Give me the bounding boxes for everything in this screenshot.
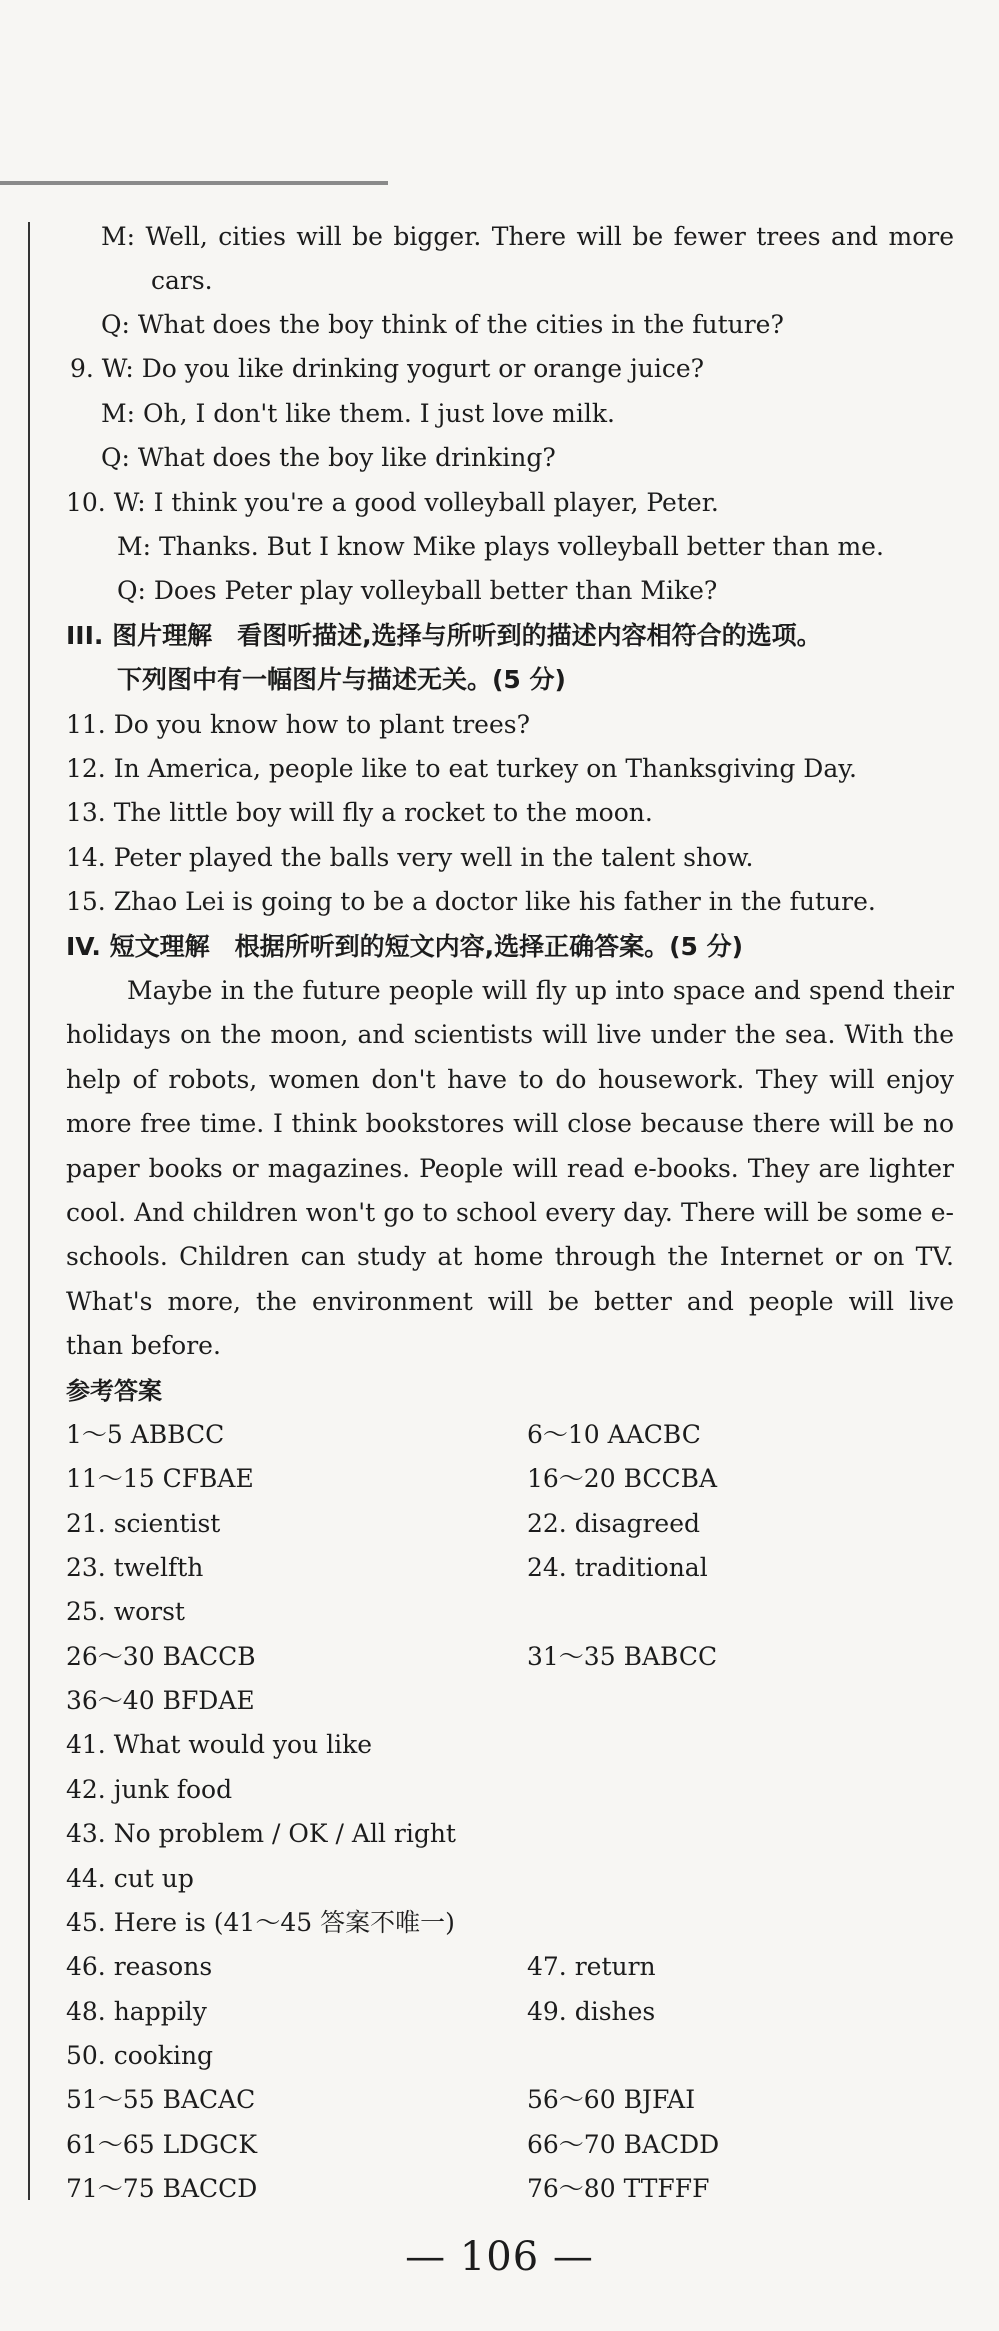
answer-item-left: 1～5 ABBCC [66, 1420, 225, 1449]
passage-line: than before. [66, 1331, 221, 1360]
dialogue-line: Q: What does the boy think of the cities in the future? [101, 310, 784, 339]
answer-item-left: 36～40 BFDAE [66, 1686, 255, 1715]
page-number: — 106 — [405, 2234, 594, 2280]
answer-item-right: 47. return [527, 1952, 656, 1981]
passage-line: cool. And children won't go to school every day. There will be some e- [66, 1198, 954, 1227]
answer-item-right: 16～20 BCCBA [527, 1464, 718, 1493]
answer-item-left: 42. junk food [66, 1775, 233, 1804]
answer-item-right: 76～80 TTFFF [527, 2174, 710, 2203]
answer-item-left: 25. worst [66, 1597, 185, 1626]
dialogue-line: M: Well, cities will be bigger. There will be fewer trees and more [101, 222, 954, 251]
section3-item: 13. The little boy will fly a rocket to the moon. [66, 798, 653, 827]
answer-item-right: 22. disagreed [527, 1509, 700, 1538]
answer-item-left: 71～75 BACCD [66, 2174, 258, 2203]
passage-line: Maybe in the future people will fly up into space and spend their [127, 976, 954, 1005]
answer-item-left: 45. Here is (41～45 答案不唯一) [66, 1908, 455, 1937]
answer-item-left: 43. No problem / OK / All right [66, 1819, 456, 1848]
top-rule [0, 181, 388, 185]
dialogue-line: Q: Does Peter play volleyball better than Mike? [117, 576, 718, 605]
dialogue-line: 9. W: Do you like drinking yogurt or orange juice? [70, 354, 705, 383]
passage-line: more free time. I think bookstores will close because there will be no [66, 1109, 954, 1138]
section3-item: 12. In America, people like to eat turkey on Thanksgiving Day. [66, 754, 857, 783]
answer-item-right: 6～10 AACBC [527, 1420, 701, 1449]
passage-line: paper books or magazines. People will read e-books. They are lighter [66, 1154, 954, 1183]
answer-item-left: 21. scientist [66, 1509, 221, 1538]
passage-line: holidays on the moon, and scientists will live under the sea. With the [66, 1020, 954, 1049]
section3-item: 11. Do you know how to plant trees? [66, 710, 530, 739]
section3-item: 15. Zhao Lei is going to be a doctor like his father in the future. [66, 887, 876, 916]
answer-item-left: 11～15 CFBAE [66, 1464, 254, 1493]
passage-line: What's more, the environment will be better and people will live [66, 1287, 954, 1316]
answer-item-left: 61～65 LDGCK [66, 2130, 257, 2159]
section4-title: IV. 短文理解 根据所听到的短文内容,选择正确答案。(5 分) [66, 932, 744, 961]
answer-item-left: 48. happily [66, 1997, 207, 2026]
answer-item-right: 56～60 BJFAI [527, 2085, 696, 2114]
passage-line: schools. Children can study at home through the Internet or on TV. [66, 1242, 954, 1271]
section3-title: III. 图片理解 看图听描述,选择与所听到的描述内容相符合的选项。 [66, 621, 822, 650]
answer-item-left: 26～30 BACCB [66, 1642, 256, 1671]
answer-item-left: 41. What would you like [66, 1730, 373, 1759]
left-margin-rule [28, 222, 30, 2200]
dialogue-line: M: Oh, I don't like them. I just love milk. [101, 399, 615, 428]
dialogue-line: M: Thanks. But I know Mike plays volleyball better than me. [117, 532, 884, 561]
section3-subtitle: 下列图中有一幅图片与描述无关。(5 分) [117, 665, 566, 694]
answer-item-right: 66～70 BACDD [527, 2130, 720, 2159]
dialogue-line: Q: What does the boy like drinking? [101, 443, 556, 472]
section3-item: 14. Peter played the balls very well in the talent show. [66, 843, 754, 872]
answer-item-right: 24. traditional [527, 1553, 708, 1582]
answer-item-left: 50. cooking [66, 2041, 214, 2070]
answers-header: 参考答案 [66, 1377, 162, 1405]
answer-item-left: 46. reasons [66, 1952, 213, 1981]
answer-item-left: 23. twelfth [66, 1553, 204, 1582]
passage-line: help of robots, women don't have to do housework. They will enjoy [66, 1065, 954, 1094]
answer-item-left: 44. cut up [66, 1864, 194, 1893]
answer-item-left: 51～55 BACAC [66, 2085, 256, 2114]
answer-item-right: 49. dishes [527, 1997, 656, 2026]
dialogue-line: 10. W: I think you're a good volleyball player, Peter. [66, 488, 719, 517]
answer-item-right: 31～35 BABCC [527, 1642, 718, 1671]
dialogue-line: cars. [151, 266, 213, 295]
